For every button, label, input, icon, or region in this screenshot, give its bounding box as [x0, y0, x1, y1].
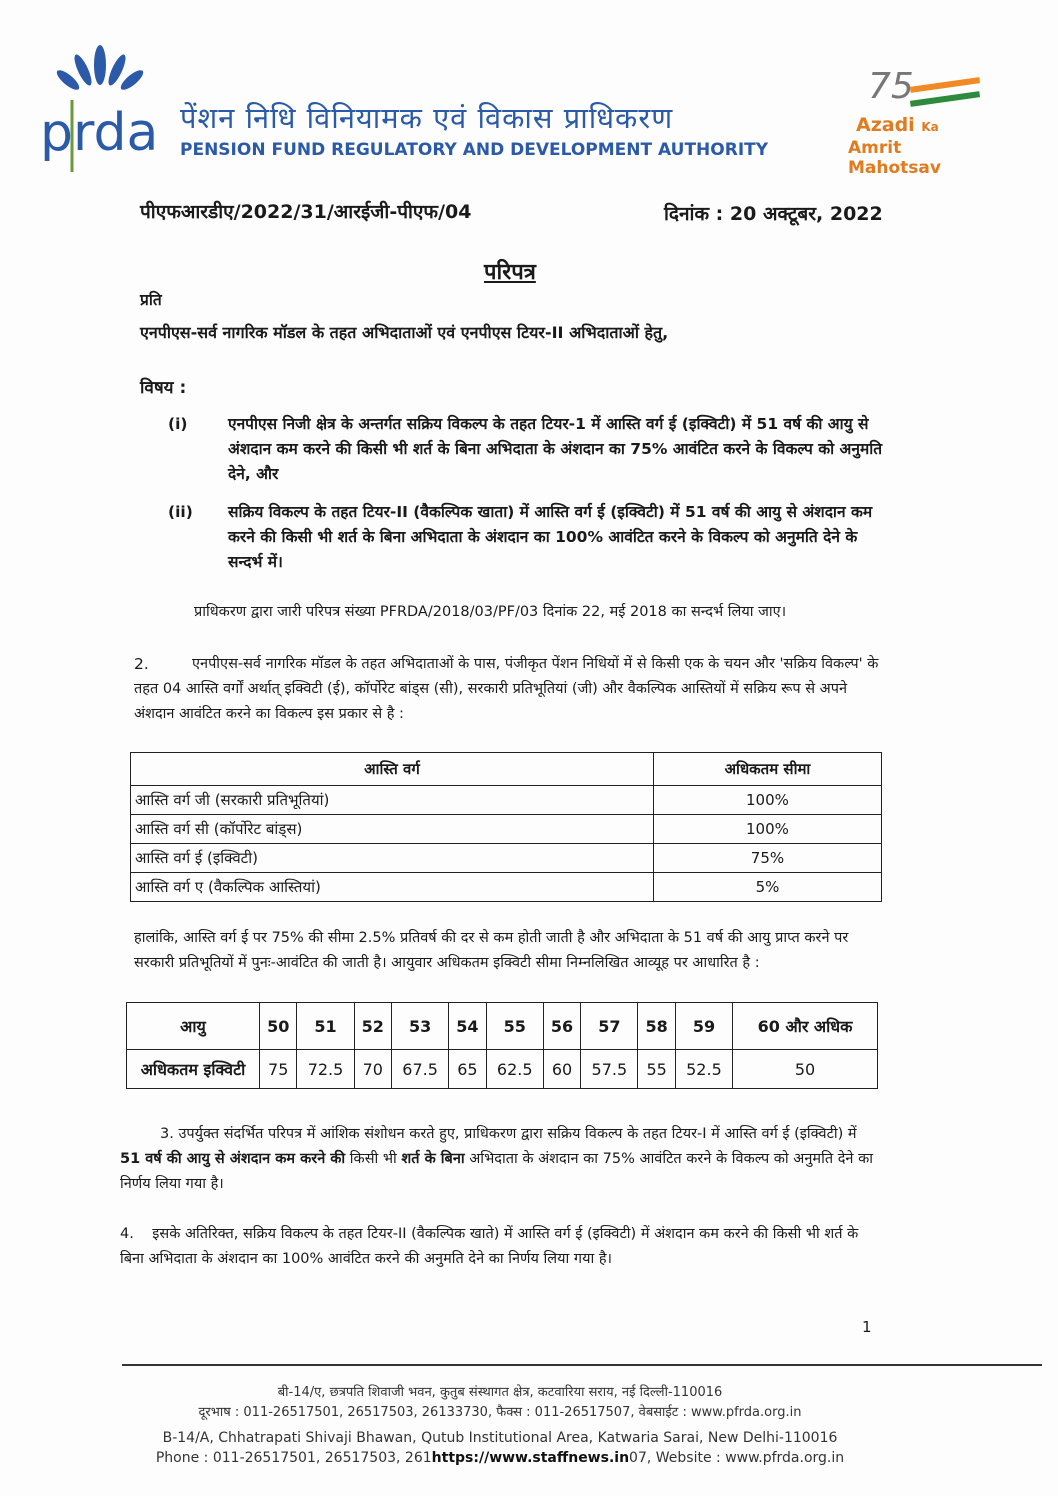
org-name-english: PENSION FUND REGULATORY AND DEVELOPMENT AUTHORITY: [180, 140, 769, 160]
equity-cell: 70: [354, 1050, 391, 1089]
logo-text: Amrit Mahotsav: [848, 138, 941, 178]
text: उपर्युक्त संदर्भित परिपत्र में आंशिक संशोधन करते हुए, प्राधिकरण द्वारा सक्रिय विकल्प के तहत टियर-I में आस्ति वर्ग ई (इक्विटी) में: [178, 1126, 857, 1142]
paragraph-2: एनपीएस-सर्व नागरिक मॉडल के तहत अभिदाताओं के पास, पंजीकृत पेंशन निधियों में से किसी एक के चयन और 'सक्रिय विकल्प' के तहत 04 आस्ति वर्गों अर्थात् इक्विटी (ई), कॉर्पोरेट बांड्स (सी), सरकारी प्रतिभूतियां (जी) और वैकल्पिक आस्तियों में सक्रिय रूप से अपने अंशदान आवंटित करने का विकल्प इस प्रकार से है :: [134, 656, 879, 722]
asset-class-cell: आस्ति वर्ग जी (सरकारी प्रतिभूतियां): [131, 786, 654, 815]
table-row: [131, 873, 882, 902]
paragraph-number: 3.: [160, 1126, 174, 1142]
column-header: आस्ति वर्ग: [131, 753, 654, 786]
age-cell: 53: [392, 1003, 449, 1050]
equity-cell: 67.5: [392, 1050, 449, 1089]
footer-address-hindi: बी-14/ए, छत्रपति शिवाजी भवन, कुतुब संस्थागत क्षेत्र, कटवारिया सराय, नई दिल्ली-110016: [277, 1385, 723, 1400]
pfrda-logo: [38, 40, 163, 175]
footer-address-english: B-14/A, Chhatrapati Shivaji Bhawan, Qutub Institutional Area, Katwaria Sarai, New Delhi-110016: [162, 1430, 838, 1446]
limit-cell: 5%: [653, 873, 881, 902]
text: किसी भी: [345, 1151, 402, 1167]
svg-text:prda: prda: [40, 103, 159, 163]
footer-phone-english: [100, 1450, 900, 1466]
logo-number: 75: [868, 66, 914, 107]
limit-cell: 100%: [653, 815, 881, 844]
azadi-ka-amrit-mahotsav-logo: [846, 66, 996, 178]
text: अभिदाता के अंशदान का 75% आवंटित करने के विकल्प को अनुमति देने का निर्णय लिया गया है।: [120, 1151, 873, 1192]
paragraph-number: 2.: [134, 655, 149, 673]
equity-cell: 60: [543, 1050, 580, 1089]
age-row: [127, 1003, 878, 1050]
bold-text: 51 वर्ष की आयु से अंशदान कम करने की: [120, 1151, 346, 1167]
equity-cell: 75: [260, 1050, 297, 1089]
equity-cell: 57.5: [581, 1050, 638, 1089]
equity-cell: 52.5: [675, 1050, 732, 1089]
logo-text: Ka: [921, 120, 939, 134]
subject-label: विषय :: [140, 378, 187, 398]
equity-cell: 72.5: [297, 1050, 354, 1089]
footer-phone-hindi: दूरभाष : 011-26517501, 26517503, 26133730, फैक्स : 011-26517507, वेबसाईट : www.pfrda.org.in: [198, 1405, 802, 1420]
table-header-row: [131, 753, 882, 786]
age-cell: 57: [581, 1003, 638, 1050]
circular-date: दिनांक : 20 अक्टूबर, 2022: [664, 203, 883, 225]
age-cell: 58: [638, 1003, 675, 1050]
age-cell: 60 और अधिक: [733, 1003, 878, 1050]
watermark-url[interactable]: https://www.staffnews.in: [431, 1450, 630, 1466]
age-cell: 59: [675, 1003, 732, 1050]
paragraph-4: [120, 1222, 880, 1272]
addressee-label: प्रति: [140, 291, 162, 309]
limit-cell: 75%: [653, 844, 881, 873]
asset-class-cell: आस्ति वर्ग सी (कॉर्पोरेट बांड्स): [131, 815, 654, 844]
subject-item: एनपीएस निजी क्षेत्र के अन्तर्गत सक्रिय विकल्प के तहत टियर-1 में आस्ति वर्ग ई (इक्विटी) में 51 वर्ष की आयु से अंशदान कम करने की किसी भी शर्त के बिना अभिदाता के अंशदान का 75% आवंटित करने के विकल्प को अनुमति देने, और: [228, 415, 883, 483]
age-cell: 50: [260, 1003, 297, 1050]
equity-cell: 50: [733, 1050, 878, 1089]
age-cell: 54: [449, 1003, 486, 1050]
equity-cell: 65: [449, 1050, 486, 1089]
age-equity-table: [126, 1002, 878, 1089]
row-label: अधिकतम इक्विटी: [127, 1050, 260, 1089]
table-row: [131, 844, 882, 873]
text: Phone : 011-26517501, 26517503, 261: [155, 1450, 432, 1466]
row-label: आयु: [127, 1003, 260, 1050]
footer-divider: [122, 1364, 1042, 1366]
subject-item-number: (ii): [168, 503, 193, 521]
text: 07, Website : www.pfrda.org.in: [629, 1450, 845, 1466]
age-cell: 52: [354, 1003, 391, 1050]
subject-item: सक्रिय विकल्प के तहत टियर-II (वैकल्पिक खाता) में आस्ति वर्ग ई (इक्विटी) में 51 वर्ष की आयु से अंशदान कम करने की किसी भी शर्त के बिना अभिदाता के अंशदान का 100% आवंटित करने के विकल्प को अनुमति देने के सन्दर्भ में।: [228, 503, 873, 571]
table-row: [131, 815, 882, 844]
equity-cell: 55: [638, 1050, 675, 1089]
table-row: [131, 786, 882, 815]
age-cell: 56: [543, 1003, 580, 1050]
age-cell: 55: [486, 1003, 543, 1050]
equity-cell: 62.5: [486, 1050, 543, 1089]
asset-class-cell: आस्ति वर्ग ए (वैकल्पिक आस्तियां): [131, 873, 654, 902]
column-header: अधिकतम सीमा: [653, 753, 881, 786]
equity-row: [127, 1050, 878, 1089]
logo-text: Azadi: [856, 114, 915, 136]
asset-class-limit-table: [130, 752, 882, 902]
document-title: परिपत्र: [484, 260, 536, 285]
reference-line: प्राधिकरण द्वारा जारी परिपत्र संख्या PFRDA/2018/03/PF/03 दिनांक 22, मई 2018 का सन्दर्भ लिया जाए।: [194, 604, 787, 620]
page-number: 1: [862, 1318, 872, 1336]
subject-item-number: (i): [168, 415, 188, 433]
asset-class-cell: आस्ति वर्ग ई (इक्विटी): [131, 844, 654, 873]
paragraph-3: [120, 1122, 880, 1197]
addressee: एनपीएस-सर्व नागरिक मॉडल के तहत अभिदाताओं एवं एनपीएस टियर-II अभिदाताओं हेतु,: [140, 323, 669, 342]
limit-cell: 100%: [653, 786, 881, 815]
paragraph-number: 4.: [120, 1226, 134, 1242]
paragraph-however: हालांकि, आस्ति वर्ग ई पर 75% की सीमा 2.5% प्रतिवर्ष की दर से कम होती जाती है और अभिदाता के 51 वर्ष की आयु प्राप्त करने पर सरकारी प्रतिभूतियों में पुनः-आवंटित की जाती है। आयुवार अधिकतम इक्विटी सीमा निम्नलिखित आव्यूह पर आधारित है :: [134, 930, 849, 971]
org-name-hindi: पेंशन निधि विनियामक एवं विकास प्राधिकरण: [180, 101, 674, 135]
reference-number: पीएफआरडीए/2022/31/आरईजी-पीएफ/04: [140, 201, 472, 223]
age-cell: 51: [297, 1003, 354, 1050]
text: इसके अतिरिक्त, सक्रिय विकल्प के तहत टियर-II (वैकल्पिक खाते) में आस्ति वर्ग ई (इक्विटी) में अंशदान कम करने की किसी भी शर्त के बिना अभिदाता के अंशदान का 100% आवंटित करने की अनुमति देने का निर्णय लिया गया है।: [120, 1226, 859, 1267]
bold-text: शर्त के बिना: [401, 1151, 465, 1167]
